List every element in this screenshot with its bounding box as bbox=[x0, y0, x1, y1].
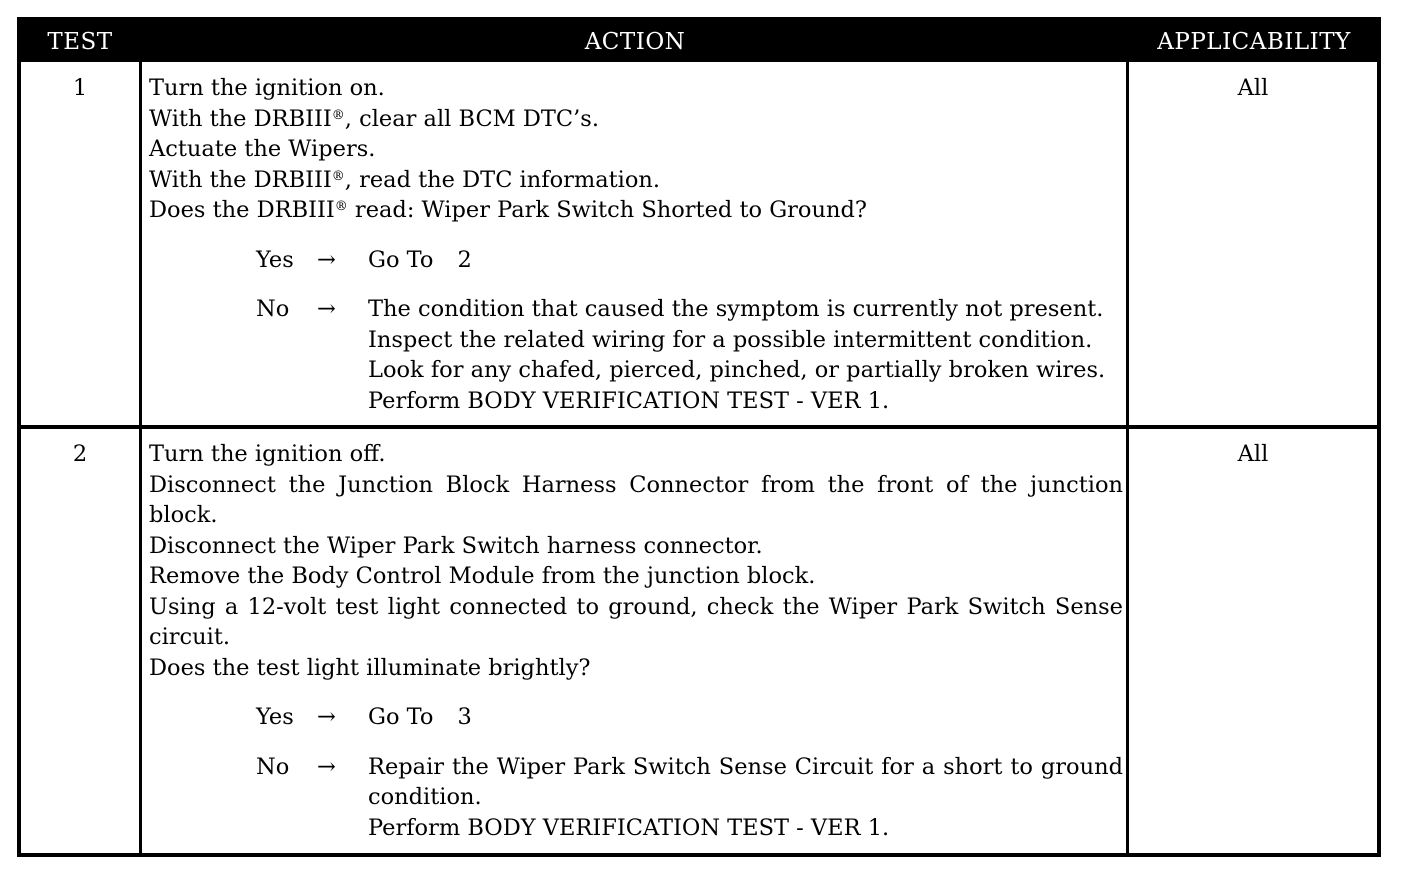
row-1-step: With the DRBIII®, clear all BCM DTC’s. bbox=[149, 105, 599, 132]
table-header-row bbox=[21, 21, 1377, 62]
no-line: Look for any chafed, pierced, pinched, or partially broken wires. bbox=[368, 357, 1106, 383]
no-line: The condition that caused the symptom is currently not present. bbox=[368, 296, 1104, 322]
no-line: Perform BODY VERIFICATION TEST - VER 1. bbox=[368, 814, 890, 841]
registered-mark: ® bbox=[331, 107, 345, 123]
row-1-step: Does the DRBIII® read: Wiper Park Switch Shorted to Ground? bbox=[149, 197, 867, 223]
header-applicability: APPLICABILITY bbox=[1157, 29, 1351, 55]
row-2-step: Remove the Body Control Module from the junction block. bbox=[149, 563, 816, 589]
goto-text: Go To bbox=[368, 246, 434, 273]
header-action: ACTION bbox=[584, 29, 686, 55]
row-1-test-number: 1 bbox=[72, 75, 88, 101]
row-2-applicability: All bbox=[1237, 441, 1269, 467]
no-label: No bbox=[256, 296, 290, 322]
row-2-step: Does the test light illuminate brightly? bbox=[149, 654, 591, 681]
row-1-step: Actuate the Wipers. bbox=[149, 136, 376, 162]
row-1-step: With the DRBIII®, read the DTC information. bbox=[149, 166, 661, 193]
yes-label: Yes bbox=[256, 704, 294, 730]
row-1-step: Turn the ignition on. bbox=[149, 75, 385, 101]
row-1-action bbox=[149, 73, 1123, 416]
row-1-yes-result bbox=[149, 245, 1123, 276]
row-2-no-result bbox=[149, 752, 1123, 844]
row-2-action bbox=[149, 439, 1123, 843]
row-divider bbox=[21, 425, 1377, 429]
goto-target: 2 bbox=[457, 246, 472, 273]
no-line: Perform BODY VERIFICATION TEST - VER 1. bbox=[368, 387, 890, 414]
row-1-no-result bbox=[149, 294, 1123, 416]
registered-mark: ® bbox=[334, 199, 348, 214]
arrow-right-icon: → bbox=[317, 246, 336, 273]
row-2-step: Turn the ignition off. bbox=[149, 441, 386, 467]
column-divider-test bbox=[139, 62, 142, 853]
row-2-yes-result bbox=[149, 702, 1123, 733]
diagnostic-test-table bbox=[17, 17, 1381, 857]
no-label: No bbox=[256, 753, 290, 780]
row-2-test-number: 2 bbox=[72, 441, 88, 467]
arrow-right-icon: → bbox=[317, 753, 336, 780]
no-line: Inspect the related wiring for a possible intermittent condition. bbox=[368, 326, 1093, 353]
row-2-step: Disconnect the Wiper Park Switch harness connector. bbox=[149, 532, 763, 559]
row-2-step: Disconnect the Junction Block Harness Connector from the front of the junction block. bbox=[149, 471, 1123, 528]
no-line: Repair the Wiper Park Switch Sense Circuit for a short to ground condition. bbox=[368, 753, 1123, 810]
arrow-right-icon: → bbox=[317, 704, 336, 730]
yes-label: Yes bbox=[256, 246, 294, 273]
goto-target: 3 bbox=[457, 704, 472, 730]
header-test: TEST bbox=[47, 29, 113, 55]
registered-mark: ® bbox=[331, 168, 345, 184]
goto-text: Go To bbox=[368, 704, 434, 730]
row-1-applicability: All bbox=[1237, 75, 1269, 101]
row-2-step: Using a 12-volt test light connected to ground, check the Wiper Park Switch Sense circuit. bbox=[149, 593, 1123, 650]
arrow-right-icon: → bbox=[317, 296, 336, 322]
